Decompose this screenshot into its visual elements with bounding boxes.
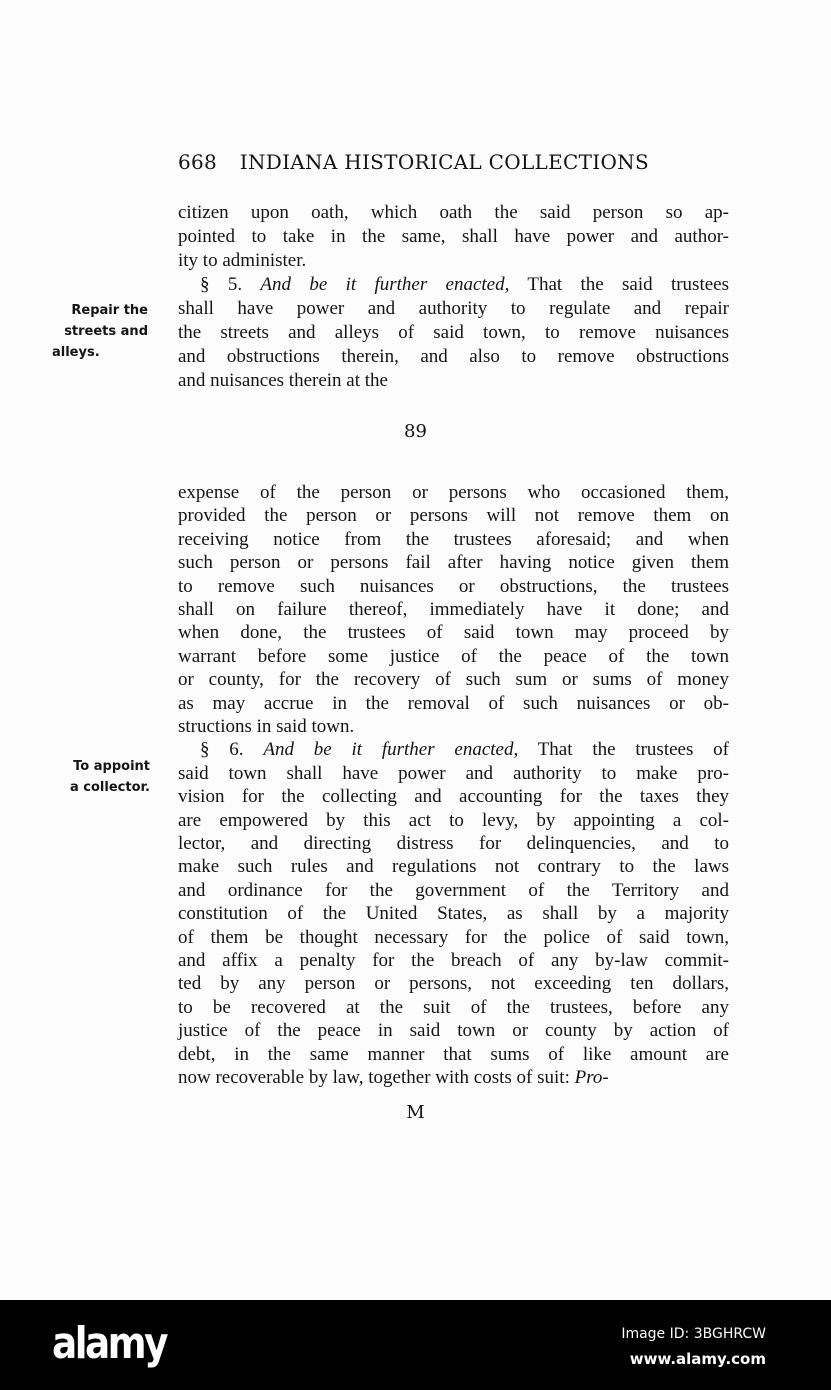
text-line: ity to administer. (178, 250, 307, 271)
watermark-bar (0, 1300, 831, 1390)
text-line: ted by any person or persons, not exceeding ten dollars, (178, 973, 729, 995)
margin-note-line: To appoint (73, 759, 150, 774)
text-line: make such rules and regulations not contrary to the laws (178, 856, 729, 878)
text-line: citizen upon oath, which oath the said person so ap- (178, 202, 729, 223)
text-line: and obstructions therein, and also to remove obstructions (178, 346, 729, 367)
text-line: pointed to take in the same, shall have power and author- (178, 226, 729, 247)
text-line: constitution of the United States, as shall by a majority (178, 903, 729, 925)
text-line: debt, in the same manner that sums of like amount are (178, 1043, 729, 1065)
site-url: www.alamy.com (629, 1350, 766, 1368)
image-id: Image ID: 3BGHRCW (621, 1326, 766, 1342)
alamy-logo: alamy (52, 1318, 166, 1369)
text-line: receiving notice from the trustees aforesaid; and when (178, 528, 729, 550)
text-line: the streets and alleys of said town, to remove nuisances (178, 322, 729, 343)
text-line: lector, and directing distress for delinquencies, and to (178, 833, 729, 854)
text-line: shall on failure thereof, immediately have it done; and (178, 599, 729, 620)
margin-note-collector (52, 756, 150, 798)
margin-note-line: a collector. (69, 780, 150, 795)
text-line: and affix a penalty for the breach of any by-law commit- (178, 950, 729, 971)
margin-note-line: alleys. (52, 345, 100, 360)
text-line: and nuisances therein at the (178, 370, 388, 391)
text-line: or county, for the recovery of such sum or sums of money (178, 669, 729, 691)
text-line: shall have power and authority to regulate and repair (178, 298, 729, 319)
page-number: 668 (178, 150, 218, 174)
italic-phrase: And be it further enacted, (263, 739, 519, 761)
original-page-mark: 89 (404, 421, 427, 442)
text-line: said town shall have power and authority to make pro- (178, 762, 729, 784)
text-line: § 6. And be it further enacted, That the trustees of (200, 739, 729, 761)
margin-note-line: streets and (64, 324, 148, 339)
text-line: now recoverable by law, together with costs of suit: Pro- (178, 1067, 609, 1088)
text-line: to be recovered at the suit of the trustees, before any (178, 996, 729, 1018)
text-line: when done, the trustees of said town may proceed by (178, 622, 729, 644)
italic-phrase: Pro- (574, 1067, 609, 1088)
text-line: justice of the peace in said town or county by action of (178, 1020, 729, 1042)
text-line: as may accrue in the removal of such nuisances or ob- (178, 692, 729, 714)
running-header (178, 150, 649, 174)
text-line: such person or persons fail after having notice given them (178, 552, 729, 574)
signature-mark: M (406, 1102, 425, 1123)
text-line: provided the person or persons will not remove them on (178, 505, 729, 527)
text-line: and ordinance for the government of the Territory and (178, 879, 729, 901)
margin-note-line: Repair the (71, 303, 148, 318)
text-line: of them be thought necessary for the police of said town, (178, 926, 729, 948)
text-line: are empowered by this act to levy, by appointing a col- (178, 809, 729, 831)
margin-note-repair (52, 300, 148, 363)
text-line: expense of the person or persons who occasioned them, (178, 482, 729, 503)
italic-phrase: And be it further enacted, (260, 274, 510, 295)
text-line: warrant before some justice of the peace of the town (178, 645, 729, 667)
book-title: INDIANA HISTORICAL COLLECTIONS (239, 150, 649, 174)
text-line: § 5. And be it further enacted, That the said trustees (200, 274, 729, 295)
text-line: to remove such nuisances or obstructions, the trustees (178, 575, 729, 597)
text-line: vision for the collecting and accounting for the taxes they (178, 786, 729, 808)
text-line: structions in said town. (178, 716, 355, 737)
